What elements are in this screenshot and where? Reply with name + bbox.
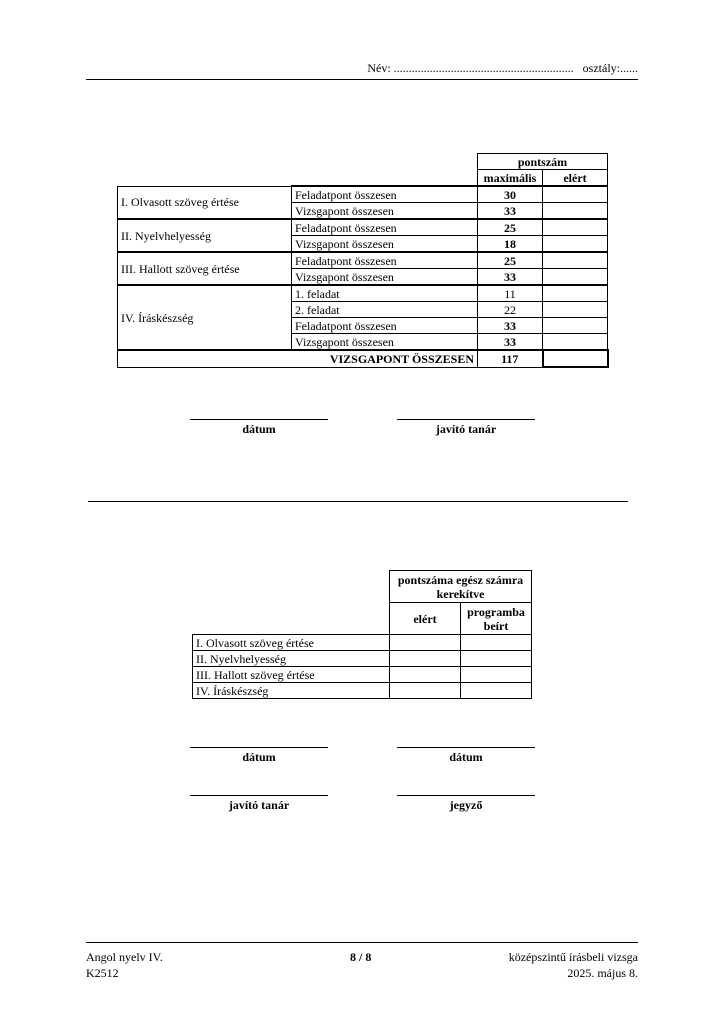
max-points: 25: [478, 219, 543, 236]
footer-exam-type: középszintű írásbeli vizsga: [508, 950, 638, 964]
rounded-col-earned: elért: [390, 603, 461, 635]
footer-date: 2025. május 8.: [567, 966, 638, 980]
score-table: [117, 153, 609, 368]
earned-points-cell[interactable]: [543, 285, 608, 302]
rounded-earned-cell[interactable]: [390, 683, 461, 699]
rounded-program-cell[interactable]: [461, 651, 532, 667]
date-left-label: dátum: [242, 750, 276, 764]
rounded-program-cell[interactable]: [461, 635, 532, 651]
row-label: Feladatpont összesen: [292, 186, 478, 203]
earned-points-cell[interactable]: [543, 269, 608, 286]
max-points: 33: [478, 318, 543, 334]
total-row: [118, 350, 608, 367]
footer-rule: [86, 942, 638, 943]
rounded-header: pontszáma egész számra kerekítve: [390, 571, 532, 603]
earned-points-cell[interactable]: [543, 186, 608, 203]
rounded-program-cell[interactable]: [461, 667, 532, 683]
section-name: IV. Íráskészség: [118, 285, 292, 350]
rounded-program-cell[interactable]: [461, 683, 532, 699]
section-name: III. Hallott szöveg értése: [118, 252, 292, 285]
row-label: Vizsgapont összesen: [292, 269, 478, 286]
section-separator: [88, 501, 628, 502]
max-points: 25: [478, 252, 543, 269]
col-max-header: maximális: [478, 170, 543, 187]
footer-page: 8 / 8: [350, 950, 372, 964]
earned-points-cell[interactable]: [543, 334, 608, 351]
row-label: Feladatpont összesen: [292, 219, 478, 236]
teacher-label: javító tanár: [435, 422, 497, 436]
name-label: Név:: [367, 61, 391, 75]
total-earned-cell[interactable]: [543, 350, 608, 367]
section-name: I. Olvasott szöveg értése: [118, 186, 292, 219]
rounded-row-label: I. Olvasott szöveg értése: [193, 635, 390, 651]
footer-subject: Angol nyelv IV.: [86, 950, 163, 964]
score-row: [118, 285, 608, 302]
rounded-row-label: II. Nyelvhelyesség: [193, 651, 390, 667]
row-label: Vizsgapont összesen: [292, 203, 478, 220]
date-right-line: [397, 747, 535, 748]
row-label: Feladatpont összesen: [292, 318, 478, 334]
col-earned-header: elért: [543, 170, 608, 187]
header-name-class: [367, 61, 638, 76]
score-row: [118, 219, 608, 236]
rounded-col-program: programba beírt: [461, 603, 532, 635]
earned-points-cell[interactable]: [543, 318, 608, 334]
teacher-signature-line: [397, 419, 535, 420]
rounded-earned-cell[interactable]: [390, 651, 461, 667]
notary-line: [397, 795, 535, 796]
max-points: 18: [478, 236, 543, 253]
rounded-earned-cell[interactable]: [390, 635, 461, 651]
rounded-row-label: IV. Íráskészség: [193, 683, 390, 699]
name-dots: ............................................................: [393, 61, 574, 75]
rounded-earned-cell[interactable]: [390, 667, 461, 683]
score-row: [118, 186, 608, 203]
max-points: 22: [478, 302, 543, 318]
earned-points-cell[interactable]: [543, 219, 608, 236]
rounded-points-table: [192, 570, 532, 699]
footer-code: K2512: [86, 966, 119, 980]
row-label: 2. feladat: [292, 302, 478, 318]
date-label: dátum: [242, 422, 276, 436]
rounded-row-label: III. Hallott szöveg értése: [193, 667, 390, 683]
row-label: Feladatpont összesen: [292, 252, 478, 269]
max-points: 33: [478, 269, 543, 286]
points-group-header: pontszám: [478, 154, 608, 170]
earned-points-cell[interactable]: [543, 203, 608, 220]
max-points: 11: [478, 285, 543, 302]
earned-points-cell[interactable]: [543, 252, 608, 269]
max-points: 30: [478, 186, 543, 203]
row-label: Vizsgapont összesen: [292, 236, 478, 253]
rounded-row: [193, 651, 532, 667]
max-points: 33: [478, 203, 543, 220]
rounded-row: [193, 667, 532, 683]
class-label: osztály:......: [582, 61, 638, 75]
teacher-line-bottom: [190, 795, 328, 796]
date-right-label: dátum: [449, 750, 483, 764]
rounded-row: [193, 635, 532, 651]
notary-label: jegyző: [449, 798, 483, 812]
rounded-row: [193, 683, 532, 699]
total-max: 117: [478, 350, 543, 367]
score-row: [118, 252, 608, 269]
earned-points-cell[interactable]: [543, 236, 608, 253]
date-left-line: [190, 747, 328, 748]
total-label: VIZSGAPONT ÖSSZESEN: [118, 350, 478, 367]
row-label: 1. feladat: [292, 285, 478, 302]
max-points: 33: [478, 334, 543, 351]
section-name: II. Nyelvhelyesség: [118, 219, 292, 252]
teacher-label-bottom: javító tanár: [228, 798, 290, 812]
earned-points-cell[interactable]: [543, 302, 608, 318]
header-rule: [86, 79, 638, 80]
date-signature-line: [190, 419, 328, 420]
row-label: Vizsgapont összesen: [292, 334, 478, 351]
